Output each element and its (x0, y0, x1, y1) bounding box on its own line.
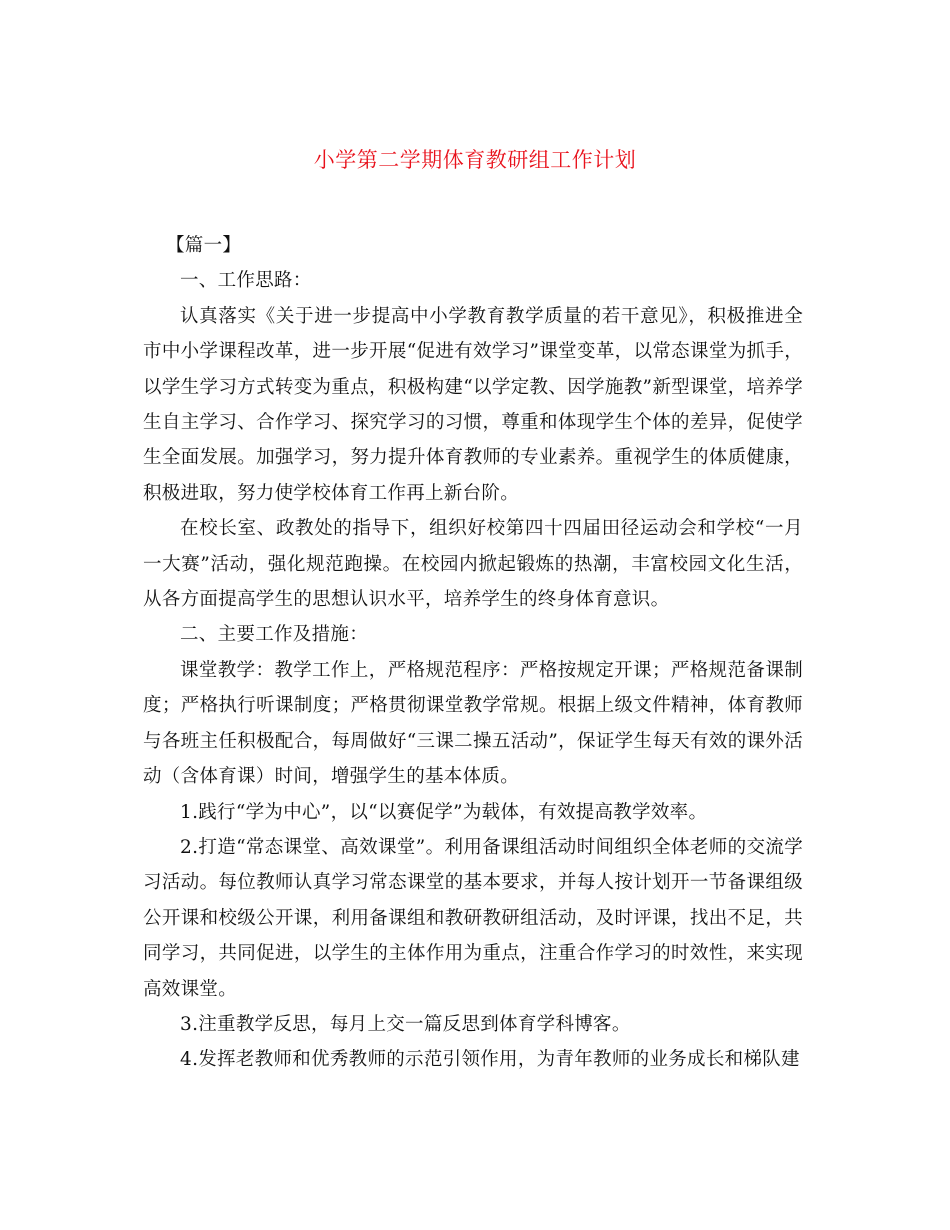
paragraph-guidance: 在校长室、政教处的指导下，组织好校第四十四届田径运动会和学校“一月一大赛”活动，强化规范跑操。在校园内掀起锻炼的热潮，丰富校园文化生活，从各方面提高学生的思想认识水平，培养学生的终身体育意识。 (143, 518, 803, 611)
document-title: 小学第二学期体育教研组工作计划 (313, 148, 637, 172)
document-body (143, 228, 803, 1078)
list-item-3: 3.注重教学反思，每月上交一篇反思到体育学科博客。 (180, 1013, 631, 1035)
list-item-4: 4.发挥老教师和优秀教师的示范引领作用，为青年教师的业务成长和梯队建 (180, 1049, 800, 1071)
heading-work-ideas: 一、工作思路： (180, 270, 312, 292)
section-label: 【篇一】 (166, 235, 242, 256)
heading-main-work: 二、主要工作及措施： (180, 624, 369, 646)
list-item-2: 2.打造“常态课堂、高效课堂”。利用备课组活动时间组织全体老师的交流学习活动。每位教师认真学习常态课堂的基本要求，并每人按计划开一节备课组级公开课和校级公开课，利用备课组和教研教研组活动，及时评课，找出不足，共同学习，共同促进，以学生的主体作用为重点，注重合作学习的时效性，来实现高效课堂。 (143, 836, 803, 1000)
list-item-1: 1.践行“学为中心”，以“以赛促学”为载体，有效提高教学效率。 (180, 801, 708, 823)
paragraph-classroom-teaching: 课堂教学：教学工作上，严格规范程序：严格按规定开课；严格规范备课制度；严格执行听课制度；严格贯彻课堂教学常规。根据上级文件精神，体育教师与各班主任积极配合，每周做好“三课二操五活动”，保证学生每天有效的课外活动（含体育课）时间，增强学生的基本体质。 (143, 659, 803, 788)
paragraph-work-ideas: 认真落实《关于进一步提高中小学教育教学质量的若干意见》，积极推进全市中小学课程改革，进一步开展“促进有效学习”课堂变革，以常态课堂为抓手，以学生学习方式转变为重点，积极构建“以学定教、因学施教”新型课堂，培养学生自主学习、合作学习、探究学习的习惯，尊重和体现学生个体的差异，促使学生全面发展。加强学习，努力提升体育教师的专业素养。重视学生的体质健康，积极进取，努力使学校体育工作再上新台阶。 (143, 305, 803, 504)
